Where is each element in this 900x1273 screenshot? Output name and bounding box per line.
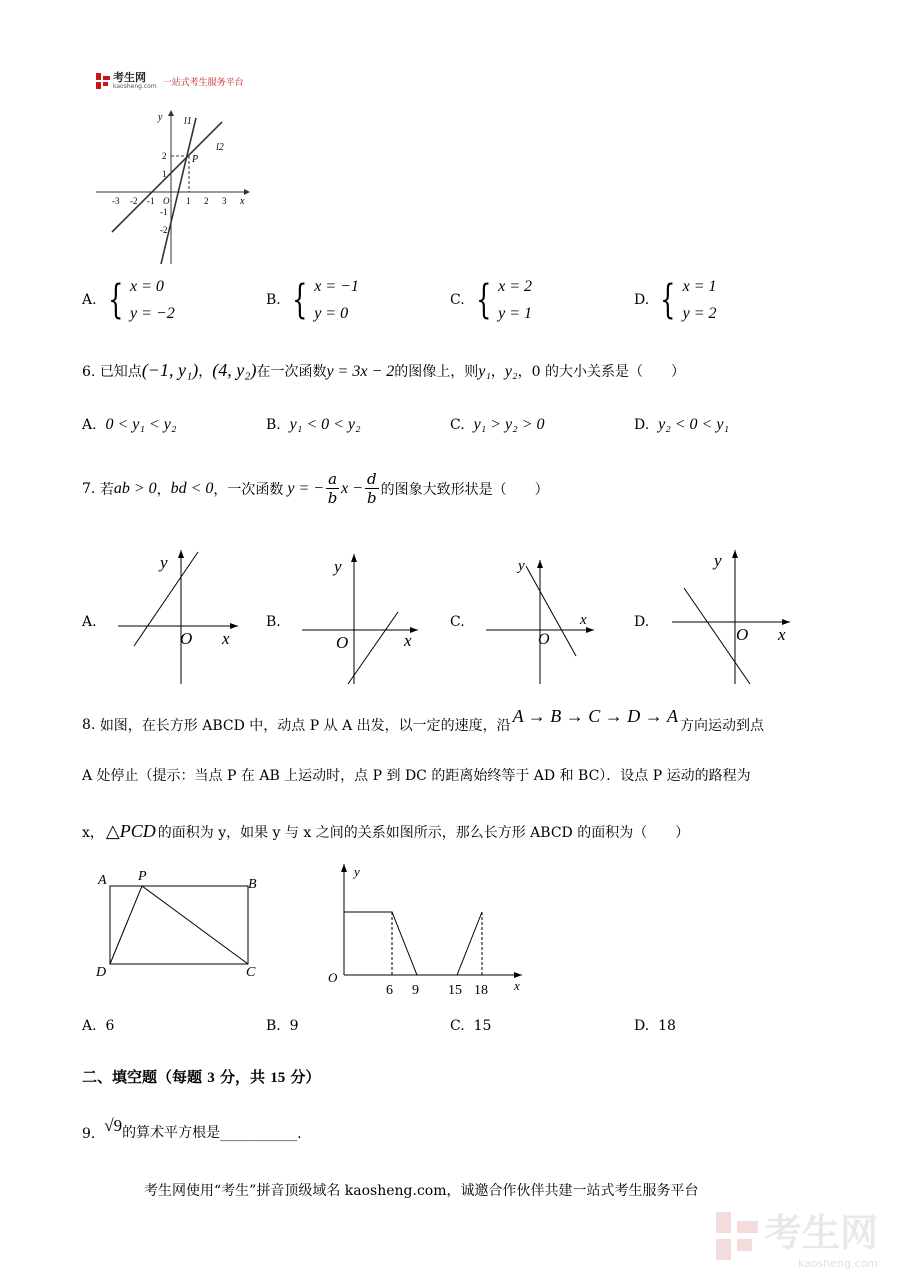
q7-graph-d[interactable] — [668, 546, 798, 686]
x-label: x — [778, 625, 786, 644]
area-curve — [344, 912, 482, 975]
q7-graph-a[interactable] — [112, 546, 242, 686]
option-label: C. — [450, 417, 465, 433]
brace-icon: { — [475, 277, 492, 323]
radical-expr: √9 — [104, 1116, 123, 1135]
q5-option-d[interactable] — [634, 273, 717, 327]
function-expr: y = 3x − 2 — [326, 363, 395, 380]
equation-line: x = −1 — [314, 278, 359, 295]
q8-option-a[interactable] — [82, 1018, 114, 1034]
frac-num: a — [328, 470, 338, 488]
point-2: (4, y₂) — [212, 360, 257, 380]
brand-slogan: 一站式考生服务平台 — [162, 77, 244, 88]
tick-9: 9 — [412, 983, 419, 998]
question-number: 6. — [82, 364, 96, 380]
answer-blank[interactable]: ___________ — [220, 1126, 298, 1142]
point-p-label: P — [192, 154, 199, 165]
section-2-title: 二、填空题（每题 3 分，共 15 分） — [82, 1068, 321, 1086]
q8-line-2: A 处停止（提示：当点 P 在 AB 上运动时，点 P 到 DC 的距离始终等于 AD 和 BC）．设点 P 运动的路程为 — [82, 768, 751, 784]
brand-domain: kaosheng.com — [113, 83, 157, 90]
q8-text: 如图，在长方形 ABCD 中，动点 P 从 A 出发，以一定的速度，沿 — [99, 717, 511, 734]
segment-pd — [110, 886, 142, 964]
q8-area-graph — [322, 858, 532, 998]
equation-line: y = 1 — [498, 305, 533, 322]
q9-end: . — [297, 1126, 302, 1142]
y-label: y — [334, 557, 342, 576]
y-tick: -1 — [160, 207, 168, 217]
watermark-logo-icon — [716, 1211, 758, 1261]
var-y1: y₁ — [478, 363, 491, 380]
q9-stem — [82, 1116, 302, 1142]
option-label: B. — [266, 292, 281, 308]
separator: ， — [156, 481, 171, 498]
option-label: D. — [634, 292, 650, 308]
y-arrow-icon — [341, 864, 347, 872]
var-y2: y₂ — [504, 363, 518, 380]
option-label: C. — [450, 292, 465, 308]
point-1: (−1, y₁) — [141, 360, 199, 380]
y-label: y — [714, 551, 722, 570]
question-number: 7. — [82, 480, 96, 497]
q8-text: 的面积为 y，如果 y 与 x 之间的关系如图所示，那么长方形 ABCD 的面积为（ ） — [157, 824, 690, 841]
option-value: 6 — [105, 1018, 115, 1034]
q5-option-c[interactable] — [450, 273, 532, 327]
function-line — [348, 612, 398, 684]
condition-2: bd < 0 — [170, 479, 214, 497]
y-arrow-icon — [351, 554, 357, 562]
option-label: B. — [266, 417, 281, 433]
q7-text: 若 — [99, 481, 114, 498]
q7-text: ，一次函数 — [213, 481, 284, 498]
watermark-name: 考生网 — [764, 1211, 879, 1255]
question-number: 9. — [82, 1126, 96, 1142]
option-label: B. — [266, 614, 281, 630]
q7-stem — [82, 470, 549, 507]
header-logo — [96, 72, 244, 90]
q5-option-a[interactable] — [82, 273, 175, 327]
function-line — [526, 566, 576, 656]
separator: ， — [198, 364, 213, 380]
option-value: 15 — [473, 1018, 492, 1034]
x-label: x — [514, 978, 520, 993]
brace-icon: { — [291, 277, 308, 323]
q7-text: 的图象大致形状是（ ） — [380, 481, 549, 498]
q8-option-c[interactable] — [450, 1018, 491, 1034]
brace-icon: { — [107, 277, 123, 323]
q6-stem — [82, 360, 685, 381]
y-label: y — [160, 553, 168, 572]
equation-line: x = 0 — [130, 278, 164, 295]
rectangle-abcd — [110, 886, 248, 964]
vertex-c: C — [246, 965, 256, 980]
y-tick: 1 — [162, 169, 167, 179]
q8-rectangle-figure — [92, 864, 272, 984]
score-each: 3 — [207, 1070, 215, 1086]
path-expr: A → B → C → D → A — [512, 706, 678, 726]
line-l1 — [161, 118, 199, 264]
q6-text: 已知点 — [99, 364, 142, 380]
option-label: A. — [82, 614, 97, 630]
option-label: A. — [82, 417, 97, 433]
x-arrow-icon — [230, 623, 238, 629]
x-label: x — [404, 631, 412, 650]
origin-label: O — [163, 196, 170, 206]
func-lhs: y = − — [287, 479, 325, 497]
q5-figure — [94, 106, 254, 266]
condition-1: ab > 0 — [113, 479, 157, 497]
y-label: y — [354, 864, 360, 879]
q5-option-b[interactable] — [266, 273, 359, 327]
x-arrow-icon — [586, 627, 594, 633]
q6-option-b[interactable] — [266, 416, 361, 434]
origin-label: O — [328, 970, 338, 985]
option-expr: y₁ < 0 < y₂ — [289, 416, 361, 433]
option-label: C. — [450, 614, 465, 630]
frac-den: b — [366, 489, 377, 507]
q6-text: ，0 的大小关系是（ ） — [517, 364, 685, 380]
separator: ， — [490, 364, 505, 380]
option-label: D. — [634, 614, 650, 630]
origin-label: O — [336, 633, 349, 652]
segment-pc — [142, 886, 248, 964]
equation-line: y = 0 — [314, 305, 349, 322]
y-tick: -2 — [160, 225, 168, 235]
func-mid: x − — [341, 479, 363, 497]
origin-label: O — [736, 625, 749, 644]
triangle-expr: △PCD — [105, 821, 156, 841]
origin-label: O — [538, 631, 550, 648]
tick-18: 18 — [474, 983, 488, 998]
equation-line: x = 2 — [498, 278, 533, 295]
frac-den: b — [327, 489, 338, 507]
equation-line: y = 2 — [682, 305, 717, 322]
brand-logo-icon — [96, 73, 110, 89]
option-value: 9 — [289, 1018, 299, 1034]
option-expr: 0 < y₁ < y₂ — [105, 416, 177, 433]
brand-name: 考生网 — [113, 71, 146, 84]
q7-graph-b[interactable] — [296, 546, 426, 686]
option-expr: y₁ > y₂ > 0 — [473, 416, 545, 433]
q8-option-b[interactable] — [266, 1018, 299, 1034]
option-label: C. — [450, 1018, 465, 1034]
q6-option-c[interactable] — [450, 416, 545, 434]
frac-num: d — [366, 470, 377, 488]
x-label: x — [222, 629, 230, 648]
x-tick: -1 — [147, 196, 155, 206]
q6-text: 在一次函数 — [256, 364, 327, 380]
fraction-a-over-b — [326, 470, 339, 507]
y-arrow-icon — [178, 550, 184, 558]
q8-text: x， — [82, 824, 104, 841]
x-label: x — [580, 612, 587, 628]
y-axis-label: y — [158, 112, 163, 123]
q6-option-d[interactable] — [634, 416, 729, 434]
y-tick: 2 — [162, 151, 167, 161]
option-label: D. — [634, 1018, 650, 1034]
vertex-p: P — [138, 869, 147, 884]
equation-line: x = 1 — [682, 278, 717, 295]
score-total: 15 — [270, 1070, 286, 1086]
brace-icon: { — [660, 277, 676, 323]
x-tick: 3 — [222, 196, 227, 206]
y-arrow-icon — [537, 560, 543, 568]
x-tick: -2 — [130, 196, 138, 206]
q8-text: 方向运动到点 — [679, 717, 764, 734]
y-arrow-icon — [732, 550, 738, 558]
question-number: 8. — [82, 716, 96, 733]
tick-6: 6 — [386, 983, 393, 998]
equation-line: y = −2 — [130, 305, 175, 322]
l2-label: l2 — [216, 142, 224, 153]
y-label: y — [518, 558, 525, 574]
vertex-a: A — [98, 873, 107, 888]
q8-line-3 — [82, 821, 689, 842]
q8-line-1 — [82, 706, 764, 735]
q6-text: 的图像上，则 — [394, 364, 479, 380]
option-label: A. — [82, 292, 97, 308]
l1-label: l1 — [184, 116, 192, 127]
option-label: D. — [634, 417, 650, 433]
x-tick: -3 — [112, 196, 120, 206]
x-tick: 1 — [186, 196, 191, 206]
vertex-b: B — [248, 877, 257, 892]
option-label: A. — [82, 1018, 97, 1034]
footer-text: 考生网使用“考生”拼音顶级域名 kaosheng.com，诚邀合作伙伴共建一站式考生服务平台 — [144, 1183, 699, 1199]
tick-15: 15 — [448, 983, 462, 998]
option-expr: y₂ < 0 < y₁ — [658, 416, 730, 433]
fraction-d-over-b — [365, 470, 379, 507]
option-label: B. — [266, 1018, 281, 1034]
origin-label: O — [180, 629, 193, 648]
footer-watermark — [716, 1202, 878, 1270]
q6-option-a[interactable] — [82, 416, 176, 434]
watermark-domain: kaosheng.com — [797, 1257, 879, 1270]
vertex-d: D — [96, 965, 107, 980]
x-tick: 2 — [204, 196, 209, 206]
q9-text: 的算术平方根是 — [122, 1125, 221, 1141]
q7-graph-c[interactable] — [482, 546, 612, 686]
option-value: 18 — [658, 1018, 676, 1034]
q8-option-d[interactable] — [634, 1018, 676, 1034]
x-axis-label: x — [240, 196, 245, 207]
